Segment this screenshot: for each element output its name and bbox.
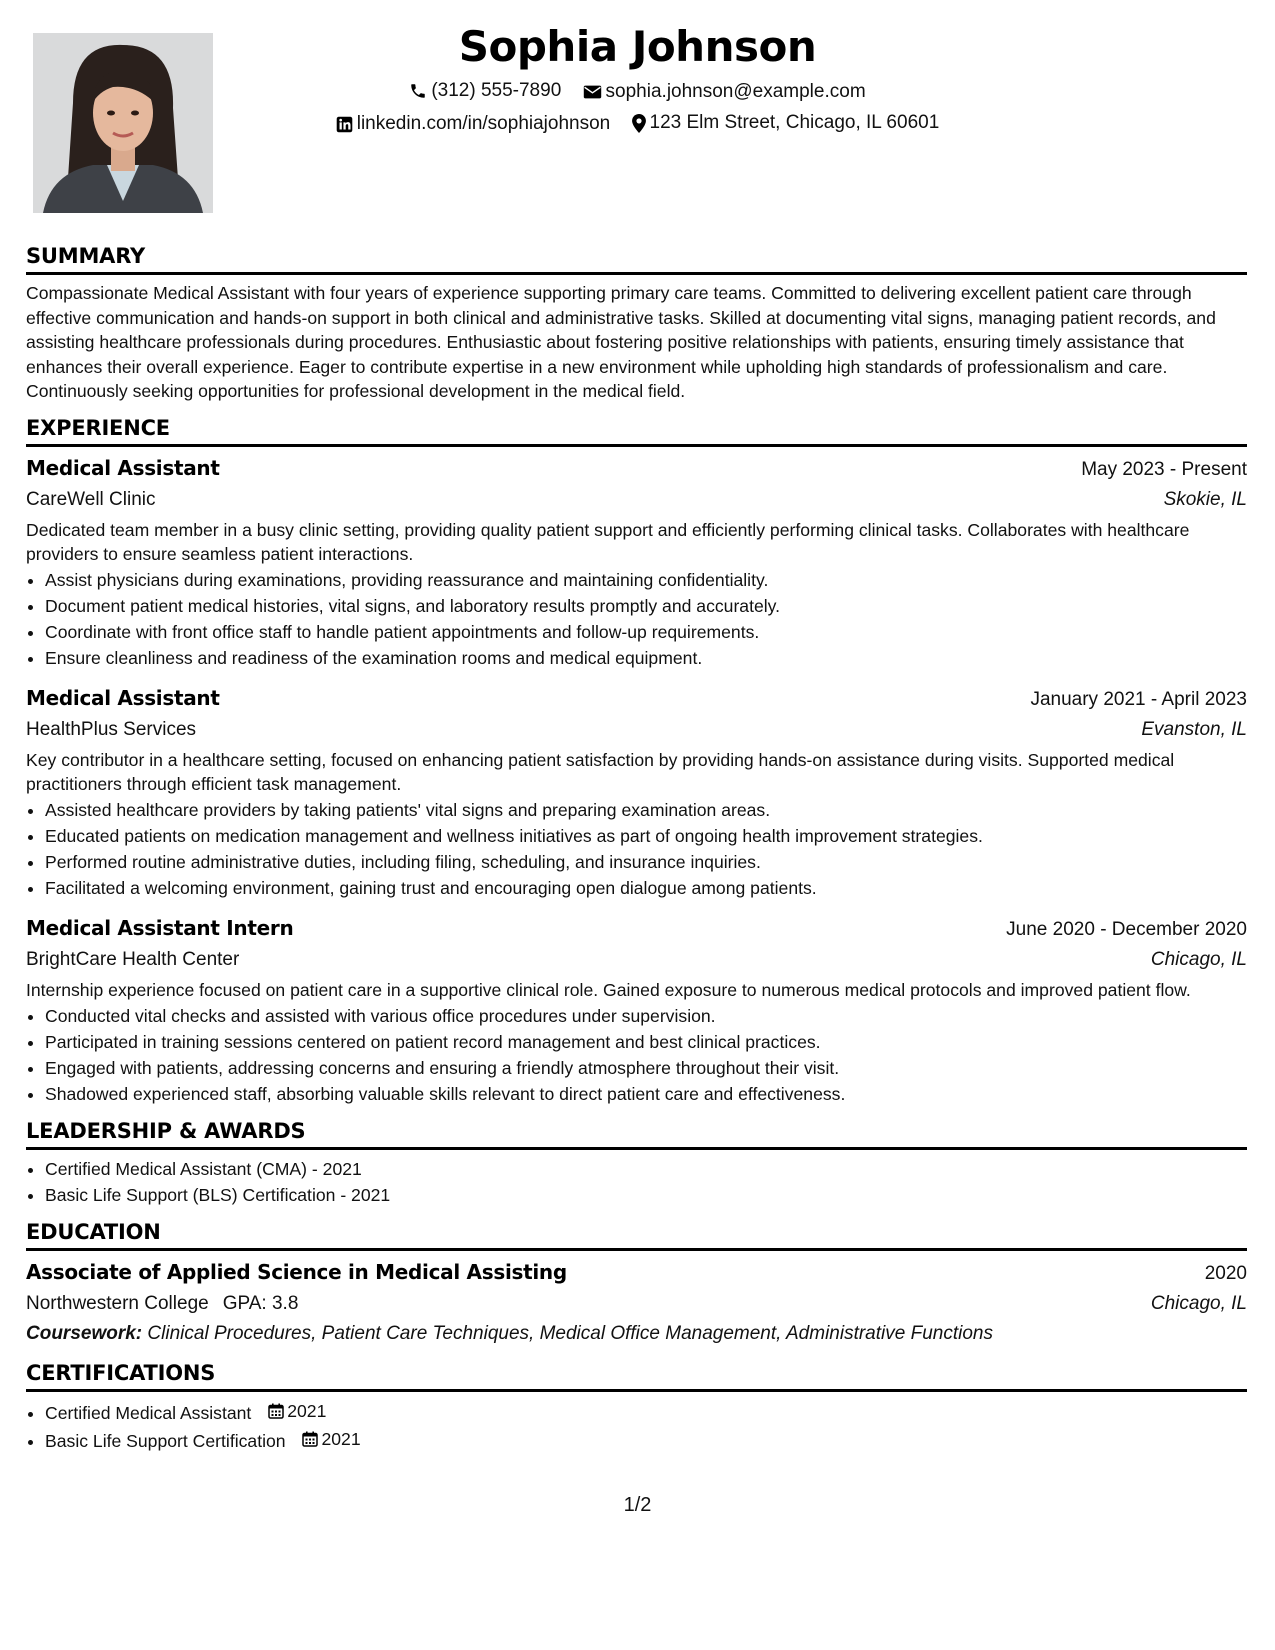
job-description: Key contributor in a healthcare setting, focused on enhancing patient satisfaction by providing hands-on assistance during visits. Supported medical practitioners through efficient task management. <box>26 749 1175 794</box>
map-pin-icon <box>632 114 646 133</box>
cert-year: 2021 <box>287 1400 327 1421</box>
job-title: Medical Assistant <box>26 685 220 710</box>
certifications-section <box>26 1361 1247 1454</box>
contact-line-2 <box>0 112 1275 139</box>
address-text: 123 Elm Street, Chicago, IL 60601 <box>649 112 940 133</box>
section-title-leadership: LEADERSHIP & AWARDS <box>26 1119 1247 1150</box>
coursework-list: Clinical Procedures, Patient Care Techniques, Medical Office Management, Administrative Functions <box>147 1322 993 1344</box>
list-item: • Performed routine administrative duties, including filing, scheduling, and insurance inquiries. <box>45 849 1247 875</box>
education-section <box>26 1220 1247 1349</box>
contact-linkedin[interactable] <box>336 113 611 135</box>
experience-section <box>26 416 1247 1107</box>
list-item: • Educated patients on medication management and wellness initiatives as part of ongoing health improvement strategies. <box>45 823 1247 849</box>
list-item <box>45 1426 1247 1454</box>
section-title-education: EDUCATION <box>26 1220 1247 1251</box>
school-line <box>26 1289 298 1319</box>
list-item <box>45 1398 1247 1426</box>
cert-year: 2021 <box>321 1428 361 1449</box>
job-entry <box>26 683 1247 901</box>
list-item: • Shadowed experienced staff, absorbing valuable skills relevant to direct patient care and effectiveness. <box>45 1081 1247 1107</box>
cert-date <box>302 1426 360 1452</box>
calendar-icon <box>302 1431 318 1447</box>
calendar-icon <box>268 1403 284 1419</box>
envelope-icon <box>583 84 602 100</box>
contact-line-1 <box>0 80 1275 106</box>
graduation-year: 2020 <box>1204 1262 1247 1284</box>
list-item: • Assist physicians during examinations, providing reassurance and maintaining confidentiality. <box>45 567 1247 593</box>
resume-content <box>26 244 1247 1466</box>
job-location: Skokie, IL <box>1163 488 1247 510</box>
leadership-section <box>26 1119 1247 1208</box>
coursework <box>26 1319 1247 1349</box>
degree-title: Associate of Applied Science in Medical Assisting <box>26 1259 567 1284</box>
list-item: • Ensure cleanliness and readiness of the examination rooms and medical equipment. <box>45 645 1247 671</box>
contact-address <box>632 112 940 134</box>
job-bullets <box>26 797 1247 901</box>
school-location: Chicago, IL <box>1150 1292 1247 1314</box>
list-item: • Facilitated a welcoming environment, gaining trust and encouraging open dialogue among patients. <box>45 875 1247 901</box>
list-item: • Participated in training sessions centered on patient record management and best clinical practices. <box>45 1029 1247 1055</box>
section-title-experience: EXPERIENCE <box>26 416 1247 447</box>
job-title: Medical Assistant Intern <box>26 915 294 940</box>
school-name: Northwestern College <box>26 1292 209 1314</box>
contact-email[interactable] <box>583 81 866 103</box>
job-date: May 2023 - Present <box>1081 458 1247 480</box>
job-date: June 2020 - December 2020 <box>1006 918 1247 940</box>
job-location: Chicago, IL <box>1150 948 1247 970</box>
job-description: Internship experience focused on patient care in a supportive clinical role. Gained exposure to numerous medical protocols and improved patient flow. <box>26 979 1191 1000</box>
list-item: • Engaged with patients, addressing concerns and ensuring a friendly atmosphere throughout their visit. <box>45 1055 1247 1081</box>
section-title-certifications: CERTIFICATIONS <box>26 1361 1247 1392</box>
job-company: BrightCare Health Center <box>26 948 240 970</box>
list-item: • Conducted vital checks and assisted with various office procedures under supervision. <box>45 1003 1247 1029</box>
job-description: Dedicated team member in a busy clinic setting, providing quality patient support and efficiently performing clinical tasks. Collaborates with healthcare providers to ensure seamless patient interactions. <box>26 519 1190 564</box>
list-item: • Document patient medical histories, vital signs, and laboratory results promptly and accurately. <box>45 593 1247 619</box>
leadership-list <box>26 1156 1247 1208</box>
email-text: sophia.johnson@example.com <box>605 81 866 102</box>
phone-text: (312) 555-7890 <box>431 80 562 101</box>
phone-icon <box>409 82 427 100</box>
section-title-summary: SUMMARY <box>26 244 1247 275</box>
summary-text: Compassionate Medical Assistant with four years of experience supporting primary care teams. Committed to delivering excellent patient care through effective communication and hands-on support in both clinical and administrative tasks. Skilled at documenting vital signs, managing patient records, and assisting healthcare professionals during procedures. Enthusiastic about fostering positive relationships with patients, ensuring timely assistance that enhances their overall experience. Eager to contribute expertise in a new environment while upholding high standards of professionalism and care. Continuously seeking opportunities for professional development in the medical field. <box>26 283 1216 402</box>
cert-name: Certified Medical Assistant <box>45 1402 252 1423</box>
job-company: HealthPlus Services <box>26 718 197 740</box>
linkedin-icon <box>336 116 353 133</box>
job-bullets <box>26 1003 1247 1107</box>
job-title: Medical Assistant <box>26 455 220 480</box>
gpa: GPA: 3.8 <box>222 1292 299 1314</box>
cert-date <box>268 1398 326 1424</box>
job-entry <box>26 913 1247 1107</box>
job-location: Evanston, IL <box>1141 718 1247 740</box>
page-number: 1/2 <box>623 1494 652 1516</box>
job-entry <box>26 453 1247 671</box>
list-item: • Coordinate with front office staff to handle patient appointments and follow-up requirements. <box>45 619 1247 645</box>
contact-phone[interactable] <box>409 80 561 102</box>
job-bullets <box>26 567 1247 671</box>
list-item: • Certified Medical Assistant (CMA) - 2021 <box>45 1156 1247 1182</box>
summary-section <box>26 244 1247 404</box>
cert-name: Basic Life Support Certification <box>45 1430 286 1451</box>
job-company: CareWell Clinic <box>26 488 156 510</box>
linkedin-text: linkedin.com/in/sophiajohnson <box>356 113 611 134</box>
coursework-label: Coursework: <box>26 1322 143 1344</box>
list-item: • Basic Life Support (BLS) Certification - 2021 <box>45 1182 1247 1208</box>
list-item: • Assisted healthcare providers by taking patients' vital signs and preparing examination areas. <box>45 797 1247 823</box>
certifications-list <box>26 1398 1247 1454</box>
job-date: January 2021 - April 2023 <box>1030 688 1247 710</box>
candidate-name: Sophia Johnson <box>458 22 817 71</box>
